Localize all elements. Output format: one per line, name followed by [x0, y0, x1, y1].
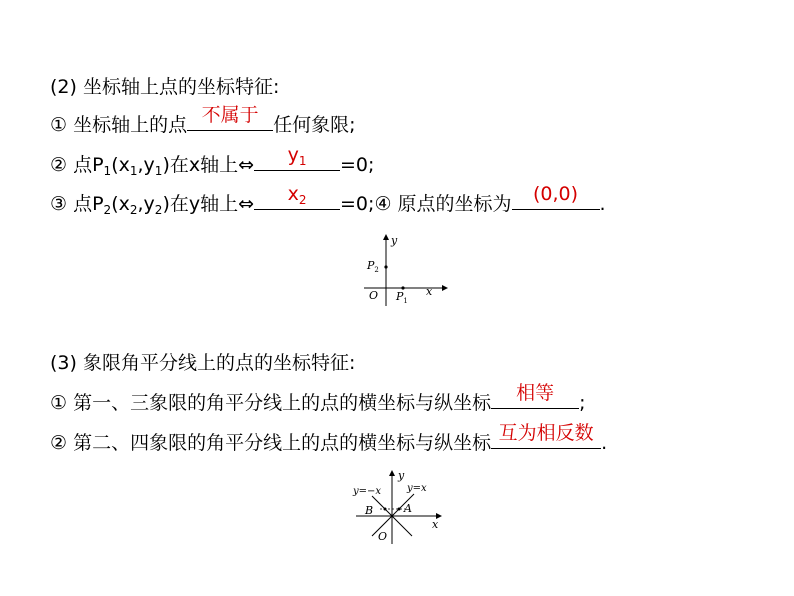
item-text: =0;: [340, 193, 375, 215]
y-axis-arrow: [389, 470, 395, 476]
circled-number-2: ②: [50, 154, 68, 176]
item-text-end: =0;: [340, 154, 375, 176]
y-axis-arrow: [383, 234, 389, 240]
answer-text: [254, 144, 340, 166]
item-text: (x: [111, 193, 130, 215]
item-text-end: 任何象限;: [273, 114, 356, 136]
item-text: 点P: [67, 154, 104, 176]
item-text: 第二、四象限的角平分线上的点的横坐标与纵坐标: [67, 432, 492, 454]
answer-blank: [187, 104, 273, 131]
x-axis-label: x: [432, 518, 439, 531]
item-text: )在x轴上⇔: [162, 154, 255, 176]
item-text: )在y轴上⇔: [162, 193, 255, 215]
circled-number-1: ①: [50, 392, 68, 414]
p2-label-sub: 2: [374, 266, 379, 274]
point-b: [384, 508, 387, 511]
answer-main: x: [287, 183, 299, 205]
line2-label: y=x: [407, 483, 427, 494]
answer-text: 互为相反数: [498, 422, 594, 444]
answer-subscript: 1: [298, 154, 307, 168]
answer-blank: [491, 422, 601, 449]
line1-label: y=−x: [353, 486, 382, 497]
subscript: 1: [129, 164, 138, 178]
subscript: 2: [103, 203, 112, 217]
y-axis-label: y: [398, 469, 405, 482]
answer-main: y: [287, 144, 299, 166]
item-text-end: .: [601, 432, 608, 454]
answer-blank: [254, 144, 340, 171]
point-a-label: A: [404, 502, 412, 515]
item-text-end: .: [599, 193, 606, 215]
answer-subscript: 2: [298, 193, 307, 207]
item-text: (x: [111, 154, 130, 176]
p1-label-sub: 1: [403, 297, 408, 305]
section2-item2: [50, 144, 375, 178]
subscript: 2: [154, 203, 163, 217]
item-text-end: ;: [579, 392, 586, 414]
section3-title: (3) 象限角平分线上的点的坐标特征:: [50, 352, 356, 374]
answer-text: (0,0): [533, 183, 579, 205]
p2-label: [366, 259, 379, 274]
section2-item3: [50, 183, 606, 217]
answer-blank: [491, 382, 579, 409]
section3-item1: [50, 382, 586, 416]
item-text: 坐标轴上的点: [67, 114, 188, 136]
answer-blank: [512, 183, 600, 210]
y-axis-label: y: [391, 234, 398, 247]
item-text: 第一、三象限的角平分线上的点的横坐标与纵坐标: [67, 392, 492, 414]
p2-label-main: P: [367, 259, 375, 272]
circled-number-3: ③: [50, 193, 68, 215]
subscript: 1: [154, 164, 163, 178]
x-axis-arrow: [442, 285, 448, 291]
p1-label-main: P: [396, 290, 404, 303]
section2-title: (2) 坐标轴上点的坐标特征:: [50, 76, 280, 98]
x-axis-label: x: [426, 285, 433, 298]
p1-label: [395, 290, 408, 305]
item-text: ,y: [137, 154, 155, 176]
item-text: ,y: [137, 193, 155, 215]
answer-blank: [254, 183, 340, 210]
subscript: 1: [103, 164, 112, 178]
subscript: 2: [129, 203, 138, 217]
answer-text: [254, 183, 340, 205]
circled-number-2: ②: [50, 432, 68, 454]
circled-number-1: ①: [50, 114, 68, 136]
section2-item1: [50, 104, 356, 138]
axes-figure-2: [352, 468, 452, 548]
point-p2: [384, 265, 387, 268]
item-text: 原点的坐标为: [391, 193, 512, 215]
answer-text: 不属于: [201, 104, 259, 126]
point-a: [398, 508, 401, 511]
item-text: 点P: [67, 193, 104, 215]
circled-number-4: ④: [374, 193, 392, 215]
point-b-label: B: [365, 504, 374, 517]
origin-label: O: [378, 530, 388, 543]
axes-figure-1: [360, 230, 450, 310]
answer-text: 相等: [516, 382, 555, 404]
section3-item2: [50, 422, 608, 456]
origin-label: O: [369, 289, 379, 302]
